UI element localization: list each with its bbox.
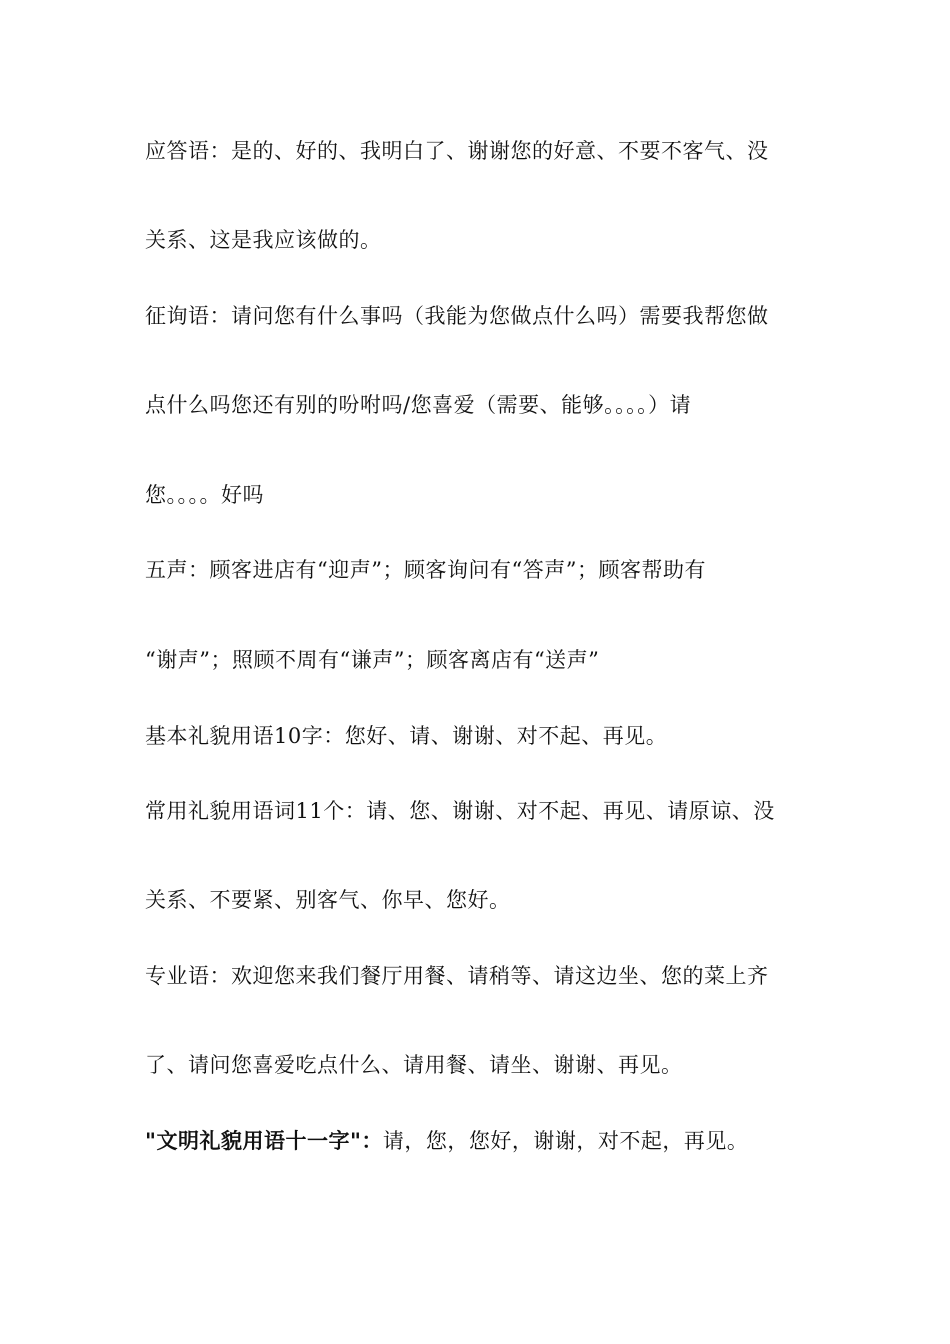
text-line: 专业语：欢迎您来我们餐厅用餐、请稍等、请这边坐、您的菜上齐 (145, 964, 769, 988)
text-line: 征询语：请问您有什么事吗（我能为您做点什么吗）需要我帮您做 (145, 304, 769, 328)
text-line: 点什么吗您还有别的吩咐吗/您喜爱（需要、能够。。。。）请 (145, 393, 692, 417)
text-line: 五声：顾客进店有“迎声”；顾客询问有“答声”；顾客帮助有 (145, 558, 706, 582)
text-line: 关系、不要紧、别客气、你早、您好。 (145, 888, 511, 912)
text-line: 常用礼貌用语词11个：请、您、谢谢、对不起、再见、请原谅、没 (145, 799, 775, 823)
text-line: “谢声”；照顾不周有“谦声”；顾客离店有“送声” (145, 648, 600, 672)
text-line (145, 1127, 748, 1155)
text-line: 关系、这是我应该做的。 (145, 228, 382, 252)
bold-heading: "文明礼貌用语十一字"： (145, 1128, 383, 1153)
text-line: 基本礼貌用语10字：您好、请、谢谢、对不起、再见。 (145, 724, 668, 748)
line-text: 请，您，您好，谢谢，对不起，再见。 (382, 1129, 749, 1153)
text-line: 您。。。。好吗 (145, 483, 264, 507)
text-line: 了、请问您喜爱吃点什么、请用餐、请坐、谢谢、再见。 (145, 1053, 683, 1077)
text-line: 应答语：是的、好的、我明白了、谢谢您的好意、不要不客气、没 (145, 139, 769, 163)
